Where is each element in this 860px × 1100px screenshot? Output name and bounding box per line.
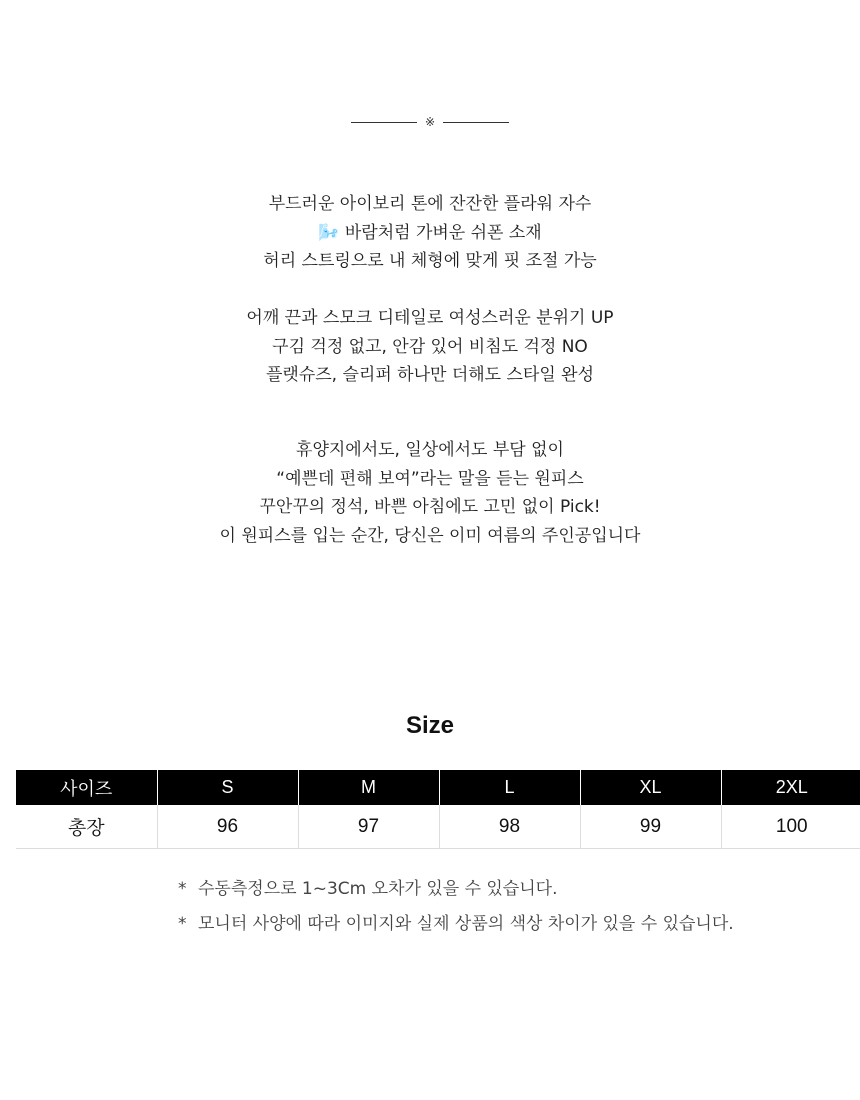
section-divider (0, 112, 860, 132)
note-text: 수동측정으로 1~3Cm 오차가 있을 수 있습니다. (198, 879, 558, 899)
size-header-xl: XL (580, 770, 721, 805)
size-section-title: Size (405, 712, 455, 739)
measurement-notes (178, 874, 734, 944)
divider-ornament-icon: ※ (424, 115, 436, 129)
total-length-l: 98 (439, 805, 580, 849)
description-line: “예쁜데 편해 보여”라는 말을 듣는 원피스 (276, 468, 584, 489)
size-header-m: M (298, 770, 439, 805)
total-length-m: 97 (298, 805, 439, 849)
note-bullet: * (178, 914, 187, 934)
note-text: 모니터 사양에 따라 이미지와 실제 상품의 색상 차이가 있을 수 있습니다. (198, 914, 734, 934)
description-paragraph-2 (0, 304, 860, 390)
description-line: 어깨 끈과 스모크 디테일로 여성스러운 분위기 UP (246, 308, 614, 328)
description-line: 꾸안꾸의 정석, 바쁜 아침에도 고민 없이 Pick! (259, 497, 601, 517)
description-line: 🌬️ 바람처럼 가벼운 쉬폰 소재 (318, 222, 542, 243)
description-line: 허리 스트링으로 내 체형에 맞게 핏 조절 가능 (263, 251, 597, 271)
divider-line-right (443, 122, 509, 123)
note-bullet: * (178, 879, 187, 899)
description-paragraph-3 (0, 436, 860, 550)
description-line: 휴양지에서도, 일상에서도 부담 없이 (296, 440, 564, 460)
description-line: 이 원피스를 입는 순간, 당신은 이미 여름의 주인공입니다 (219, 525, 641, 546)
description-paragraph-1 (0, 190, 860, 276)
total-length-2xl: 100 (721, 805, 860, 849)
note-item (178, 874, 734, 909)
total-length-xl: 99 (580, 805, 721, 849)
description-line: 부드러운 아이보리 톤에 잔잔한 플라워 자수 (268, 194, 592, 214)
note-item (178, 909, 734, 944)
size-header-s: S (157, 770, 298, 805)
divider-line-left (351, 122, 417, 123)
total-length-s: 96 (157, 805, 298, 849)
size-header-2xl: 2XL (721, 770, 860, 805)
size-table-header-row (16, 770, 860, 805)
description-line: 구김 걱정 없고, 안감 있어 비침도 걱정 NO (272, 336, 588, 357)
size-header-label: 사이즈 (16, 770, 157, 805)
size-table (16, 770, 860, 849)
row-label-total-length: 총장 (16, 805, 157, 849)
size-header-l: L (439, 770, 580, 805)
description-line: 플랫슈즈, 슬리퍼 하나만 더해도 스타일 완성 (265, 365, 595, 385)
table-row (16, 805, 860, 849)
